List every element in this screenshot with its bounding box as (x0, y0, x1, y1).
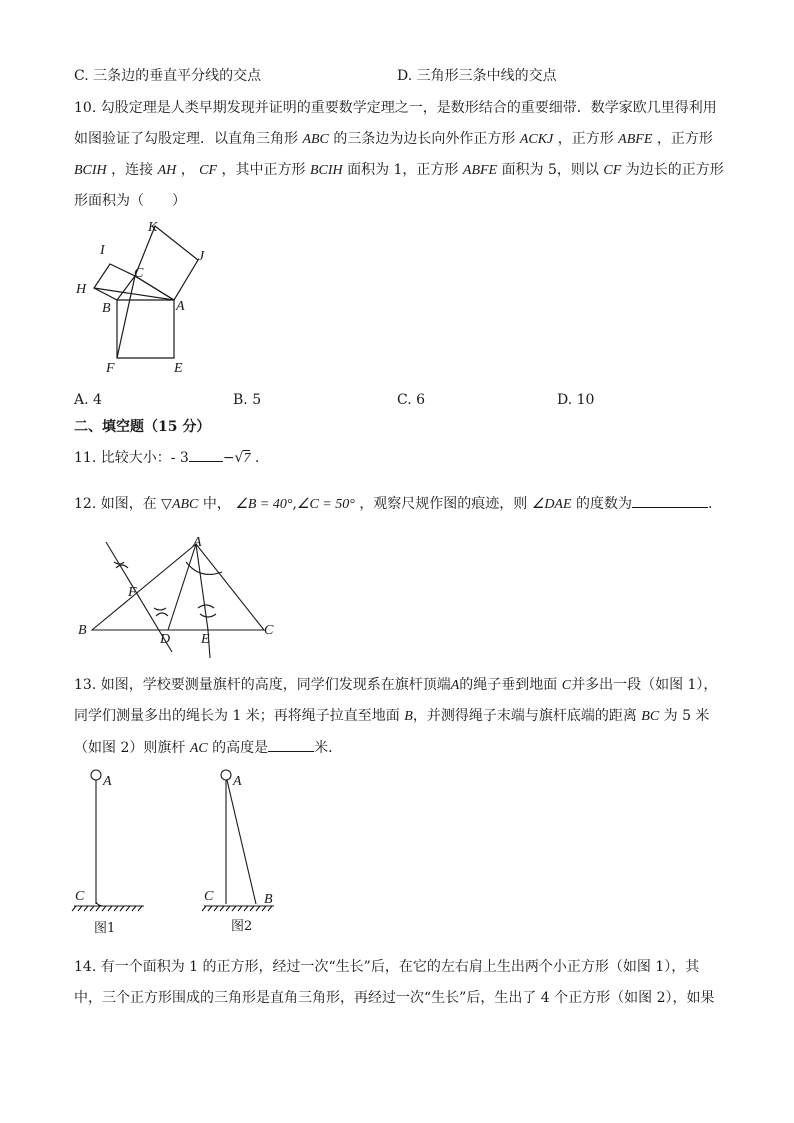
label-j: J (198, 249, 205, 264)
q10-text: 面积为 5，则以 (501, 162, 599, 178)
q12-text: 12. 如图，在 (74, 496, 157, 512)
q10-text: ， (180, 162, 195, 178)
arc-mark (154, 608, 166, 610)
label-b: B (102, 301, 111, 316)
q12-figure (74, 534, 294, 664)
q13-text: 同学们测量多出的绳长为 1 米；再将绳子拉直至地面 (74, 708, 400, 724)
q12-text: 的度数为 (575, 496, 632, 512)
q13-text: 并多出一段（如图 1）， (571, 677, 718, 693)
q10-line-4: 形面积为（ ） (74, 193, 186, 209)
square-ackj (135, 226, 198, 300)
segment-ad (168, 544, 196, 630)
arc-mark (156, 613, 168, 616)
triangle-symbol: ▽ (161, 496, 172, 512)
label-c: C (204, 889, 214, 904)
label-a: A (193, 535, 202, 550)
q13-line-1 (74, 675, 717, 696)
label-a: A (233, 774, 242, 789)
q13-math-ac: AC (189, 741, 208, 756)
q12-angle-dae: ∠DAE (531, 497, 572, 512)
q13-math-a: A (450, 678, 460, 693)
q13-text: （如图 2）则旗杆 (74, 740, 186, 756)
answer-blank[interactable] (268, 737, 314, 752)
label-c: C (75, 889, 85, 904)
q10-math-bcih: BCIH (74, 163, 107, 178)
q10-line-3 (74, 160, 724, 181)
label-b: B (264, 892, 273, 907)
answer-blank[interactable] (632, 493, 708, 508)
q10-text: 面积为 1，正方形 (347, 162, 459, 178)
label-c: C (264, 623, 274, 638)
q10-option-d: D. 10 (557, 392, 595, 408)
q12-text: , (292, 496, 297, 512)
label-k: K (148, 220, 158, 235)
label-b: B (78, 623, 87, 638)
q10-option-c: C. 6 (397, 392, 426, 408)
figure-caption: 图2 (231, 919, 253, 934)
radical-sign: √ (234, 450, 244, 466)
q12-line (74, 493, 712, 515)
q12-angle-b: ∠B = 40° (235, 497, 293, 512)
rope-excess (96, 902, 128, 906)
rope-taut (227, 780, 256, 904)
q12-angle-c: ∠C = 50° (296, 497, 355, 512)
ground-hatch (202, 906, 272, 911)
square-abfe (117, 300, 174, 358)
answer-blank[interactable] (189, 447, 223, 462)
q10-figure (70, 214, 240, 374)
label-a: A (103, 774, 112, 789)
label-f: F (128, 585, 137, 600)
q10-option-a: A. 4 (74, 392, 102, 408)
q14-line-1: 14. 有一个面积为 1 的正方形，经过一次“生长”后，在它的左右肩上生出两个小正方形（如图 1），其 (74, 959, 700, 975)
q10-math-ackj: ACKJ (519, 132, 554, 147)
q10-math-ah: AH (157, 163, 177, 178)
square-bcih (94, 264, 135, 300)
q10-math-abfe: ABFE (618, 132, 653, 147)
label-h: H (76, 282, 87, 297)
label-e: E (201, 632, 210, 647)
ground-hatch (72, 906, 142, 911)
q11-text: . (254, 450, 260, 466)
q10-text: ，连接 (111, 162, 154, 178)
q11-minus: − (222, 450, 235, 466)
q12-text: ，观察尺规作图的痕迹，则 (359, 496, 528, 512)
label-f: F (106, 361, 115, 376)
q10-text: 为边长的正方形 (625, 162, 724, 178)
q10-text: ，其中正方形 (221, 162, 306, 178)
q13-figure-2 (200, 766, 290, 941)
arc-mark (186, 562, 222, 574)
q13-text: 的绳子垂到地面 (459, 677, 558, 693)
q14-line-2: 中，三个正方形围成的三角形是直角三角形，再经过一次“生长”后，生出了 4 个正方形（如图 2），如果 (74, 990, 715, 1006)
q10-line-1: 10. 勾股定理是人类早期发现并证明的重要数学定理之一，是数形结合的重要细带．数学家欧几里得利用 (74, 100, 717, 116)
q10-text: ，正方形 (557, 131, 614, 147)
label-d: D (160, 632, 171, 647)
q12-text: . (707, 496, 713, 512)
q10-math-cf: CF (199, 163, 218, 178)
triangle-abc (92, 544, 264, 630)
q13-text: 13. 如图，学校要测量旗杆的高度，同学们发现系在旗杆顶端 (74, 677, 451, 693)
q10-math-bcih: BCIH (309, 163, 343, 178)
q13-text: 的高度是 (212, 740, 269, 756)
q13-text: 为 5 米 (663, 708, 710, 724)
flagpole-top (91, 770, 101, 780)
flagpole-top (221, 770, 231, 780)
q11-radicand: 7 (243, 451, 251, 466)
q13-text: ，并测得绳子末端与旗杆底端的距离 (412, 708, 637, 724)
arc-mark (116, 565, 128, 568)
q10-option-b: B. 5 (233, 392, 262, 408)
q10-text: 如图验证了勾股定理．以直角三角形 (74, 131, 298, 147)
q9-option-d: D. 三角形三条中线的交点 (397, 68, 557, 84)
figure-caption: 图1 (94, 921, 116, 936)
q13-math-bc: BC (641, 709, 660, 724)
label-i: I (100, 243, 105, 258)
q13-math-b: B (404, 709, 413, 724)
q13-figure-1 (70, 766, 150, 941)
q9-option-c: C. 三条边的垂直平分线的交点 (74, 68, 262, 84)
q10-text: ，正方形 (656, 131, 713, 147)
label-c: C (134, 266, 144, 281)
section-title: 二、填空题（15 分） (74, 419, 211, 435)
q11-text: 11. 比较大小：- 3 (74, 450, 189, 466)
q10-math-abc: ABC (302, 132, 329, 147)
q10-math-cf: CF (603, 163, 622, 178)
q10-math-abfe: ABFE (462, 163, 498, 178)
q12-math-abc: ABC (171, 497, 199, 512)
q13-line-3 (74, 737, 342, 759)
label-a: A (176, 299, 185, 314)
arc-mark (200, 614, 216, 617)
q10-text: 的三条边为边长向外作正方形 (333, 131, 516, 147)
label-e: E (174, 361, 183, 376)
arc-mark (198, 605, 214, 608)
q13-math-c: C (561, 678, 572, 693)
q11-line (74, 447, 259, 469)
q13-line-2 (74, 706, 709, 727)
q13-text: 米． (314, 740, 343, 756)
q10-line-2 (74, 129, 713, 150)
q12-text: 中， (202, 496, 231, 512)
